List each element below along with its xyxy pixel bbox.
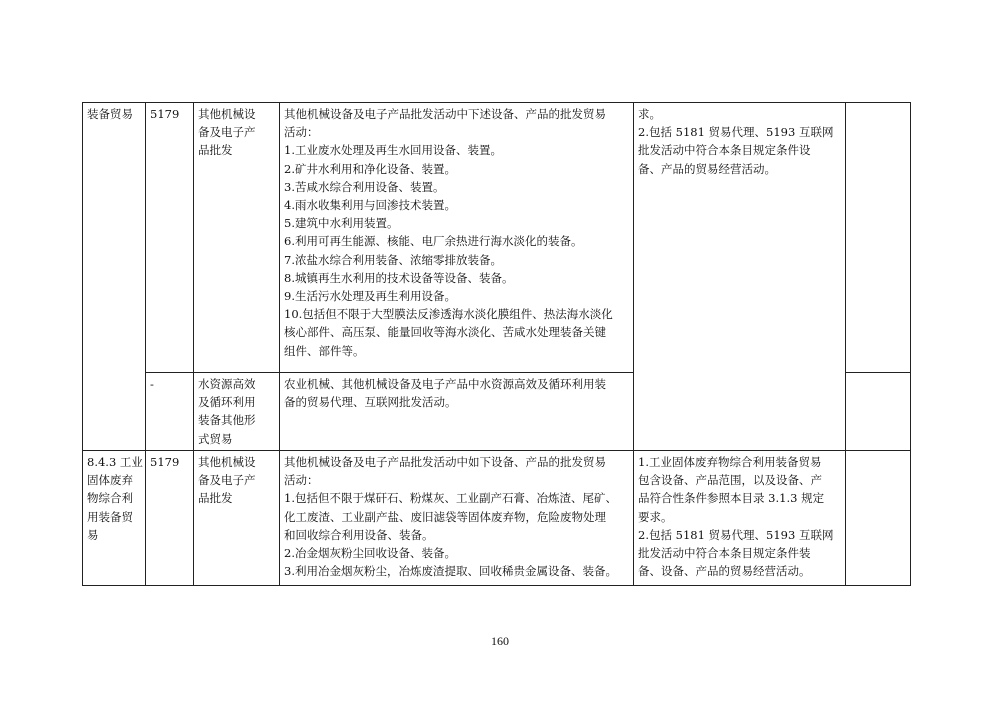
remark-cell (846, 373, 911, 451)
notes-line: 批发活动中符合本条目规定条件设 (638, 143, 811, 158)
name-line: 品批发 (198, 491, 233, 506)
category-line: 物综合利 (87, 491, 133, 506)
description-line: 化工废渣、工业副产盐、废旧滤袋等固体废弃物，危险废物处理 (284, 509, 606, 524)
code-cell (146, 451, 194, 586)
name-line: 备及电子产 (198, 125, 256, 140)
notes-line: 包含设备、产品范围，以及设备、产 (638, 473, 822, 488)
table-row (83, 103, 911, 373)
catalog-table (82, 102, 911, 586)
notes-line: 2.包括 5181 贸易代理、5193 互联网 (638, 527, 834, 542)
name-cell (194, 451, 280, 586)
category-cell (83, 451, 146, 586)
category-line: 易 (87, 527, 99, 542)
notes-line: 求。 (638, 107, 661, 121)
description-line: 7.浓盐水综合利用装备、浓缩零排放装备。 (284, 252, 502, 267)
description-line: 备的贸易代理、互联网批发活动。 (284, 395, 457, 410)
name-line: 式贸易 (198, 431, 233, 446)
code-text: - (150, 377, 154, 391)
code-text: 5179 (150, 455, 180, 469)
code-cell (146, 103, 194, 373)
name-line: 装备其他形 (198, 413, 256, 428)
remark-cell (846, 103, 911, 373)
notes-line: 品符合性条件参照本目录 3.1.3 规定 (638, 491, 825, 506)
description-line: 5.建筑中水利用装置。 (284, 216, 399, 231)
name-cell (194, 103, 280, 373)
remark-cell (846, 451, 911, 586)
description-line: 组件、部件等。 (284, 343, 365, 358)
notes-line: 备、设备、产品的贸易经营活动。 (638, 564, 811, 579)
description-line: 1.工业废水处理及再生水回用设备、装置。 (284, 143, 502, 158)
name-cell (194, 373, 280, 451)
notes-line: 1.工业固体废弃物综合利用装备贸易 (638, 455, 822, 469)
description-line: 10.包括但不限于大型膜法反渗透海水淡化膜组件、热法海水淡化 (284, 307, 613, 322)
description-line: 其他机械设备及电子产品批发活动中如下设备、产品的批发贸易 (284, 455, 606, 469)
description-line: 活动： (284, 473, 319, 488)
category-text: 装备贸易 (87, 107, 133, 121)
description-line: 3.苦咸水综合利用设备、装置。 (284, 179, 445, 194)
notes-line: 备、产品的贸易经营活动。 (638, 161, 776, 176)
description-line: 8.城镇再生水利用的技术设备等设备、装备。 (284, 270, 514, 285)
code-text: 5179 (150, 107, 180, 121)
description-line: 3.利用冶金烟灰粉尘，冶炼废渣提取、回收稀贵金属设备、装备。 (284, 564, 617, 579)
notes-line: 要求。 (638, 509, 673, 524)
name-line: 水资源高效 (198, 377, 256, 391)
description-cell (280, 451, 634, 586)
notes-cell (634, 103, 846, 451)
description-cell (280, 103, 634, 373)
category-line: 8.4.3 工业 (87, 455, 143, 469)
code-cell (146, 373, 194, 451)
name-line: 及循环利用 (198, 395, 256, 410)
name-line: 其他机械设 (198, 455, 256, 469)
description-line: 农业机械、其他机械设备及电子产品中水资源高效及循环利用装 (284, 377, 606, 391)
description-line: 9.生活污水处理及再生利用设备。 (284, 289, 456, 304)
description-line: 活动： (284, 125, 319, 140)
name-line: 备及电子产 (198, 473, 256, 488)
page-number: 160 (491, 634, 509, 648)
description-line: 4.雨水收集利用与回渗技术装置。 (284, 198, 456, 213)
description-line: 6.利用可再生能源、核能、电厂余热进行海水淡化的装备。 (284, 234, 583, 249)
notes-line: 2.包括 5181 贸易代理、5193 互联网 (638, 125, 834, 140)
notes-cell (634, 451, 846, 586)
description-line: 1.包括但不限于煤矸石、粉煤灰、工业副产石膏、冶炼渣、尾矿、 (284, 491, 617, 506)
category-cell (83, 103, 146, 451)
notes-line: 批发活动中符合本条目规定条件装 (638, 546, 811, 561)
description-line: 2.矿井水利用和净化设备、装置。 (284, 161, 456, 176)
name-line: 品批发 (198, 143, 233, 158)
description-line: 其他机械设备及电子产品批发活动中下述设备、产品的批发贸易 (284, 107, 606, 121)
category-line: 固体废弃 (87, 473, 133, 488)
table-row (83, 451, 911, 586)
description-line: 2.冶金烟灰粉尘回收设备、装备。 (284, 546, 456, 561)
description-cell (280, 373, 634, 451)
description-line: 核心部件、高压泵、能量回收等海水淡化、苦咸水处理装备关键 (284, 325, 606, 340)
name-line: 其他机械设 (198, 107, 256, 121)
description-line: 和回收综合利用设备、装备。 (284, 527, 434, 542)
category-line: 用装备贸 (87, 509, 133, 524)
